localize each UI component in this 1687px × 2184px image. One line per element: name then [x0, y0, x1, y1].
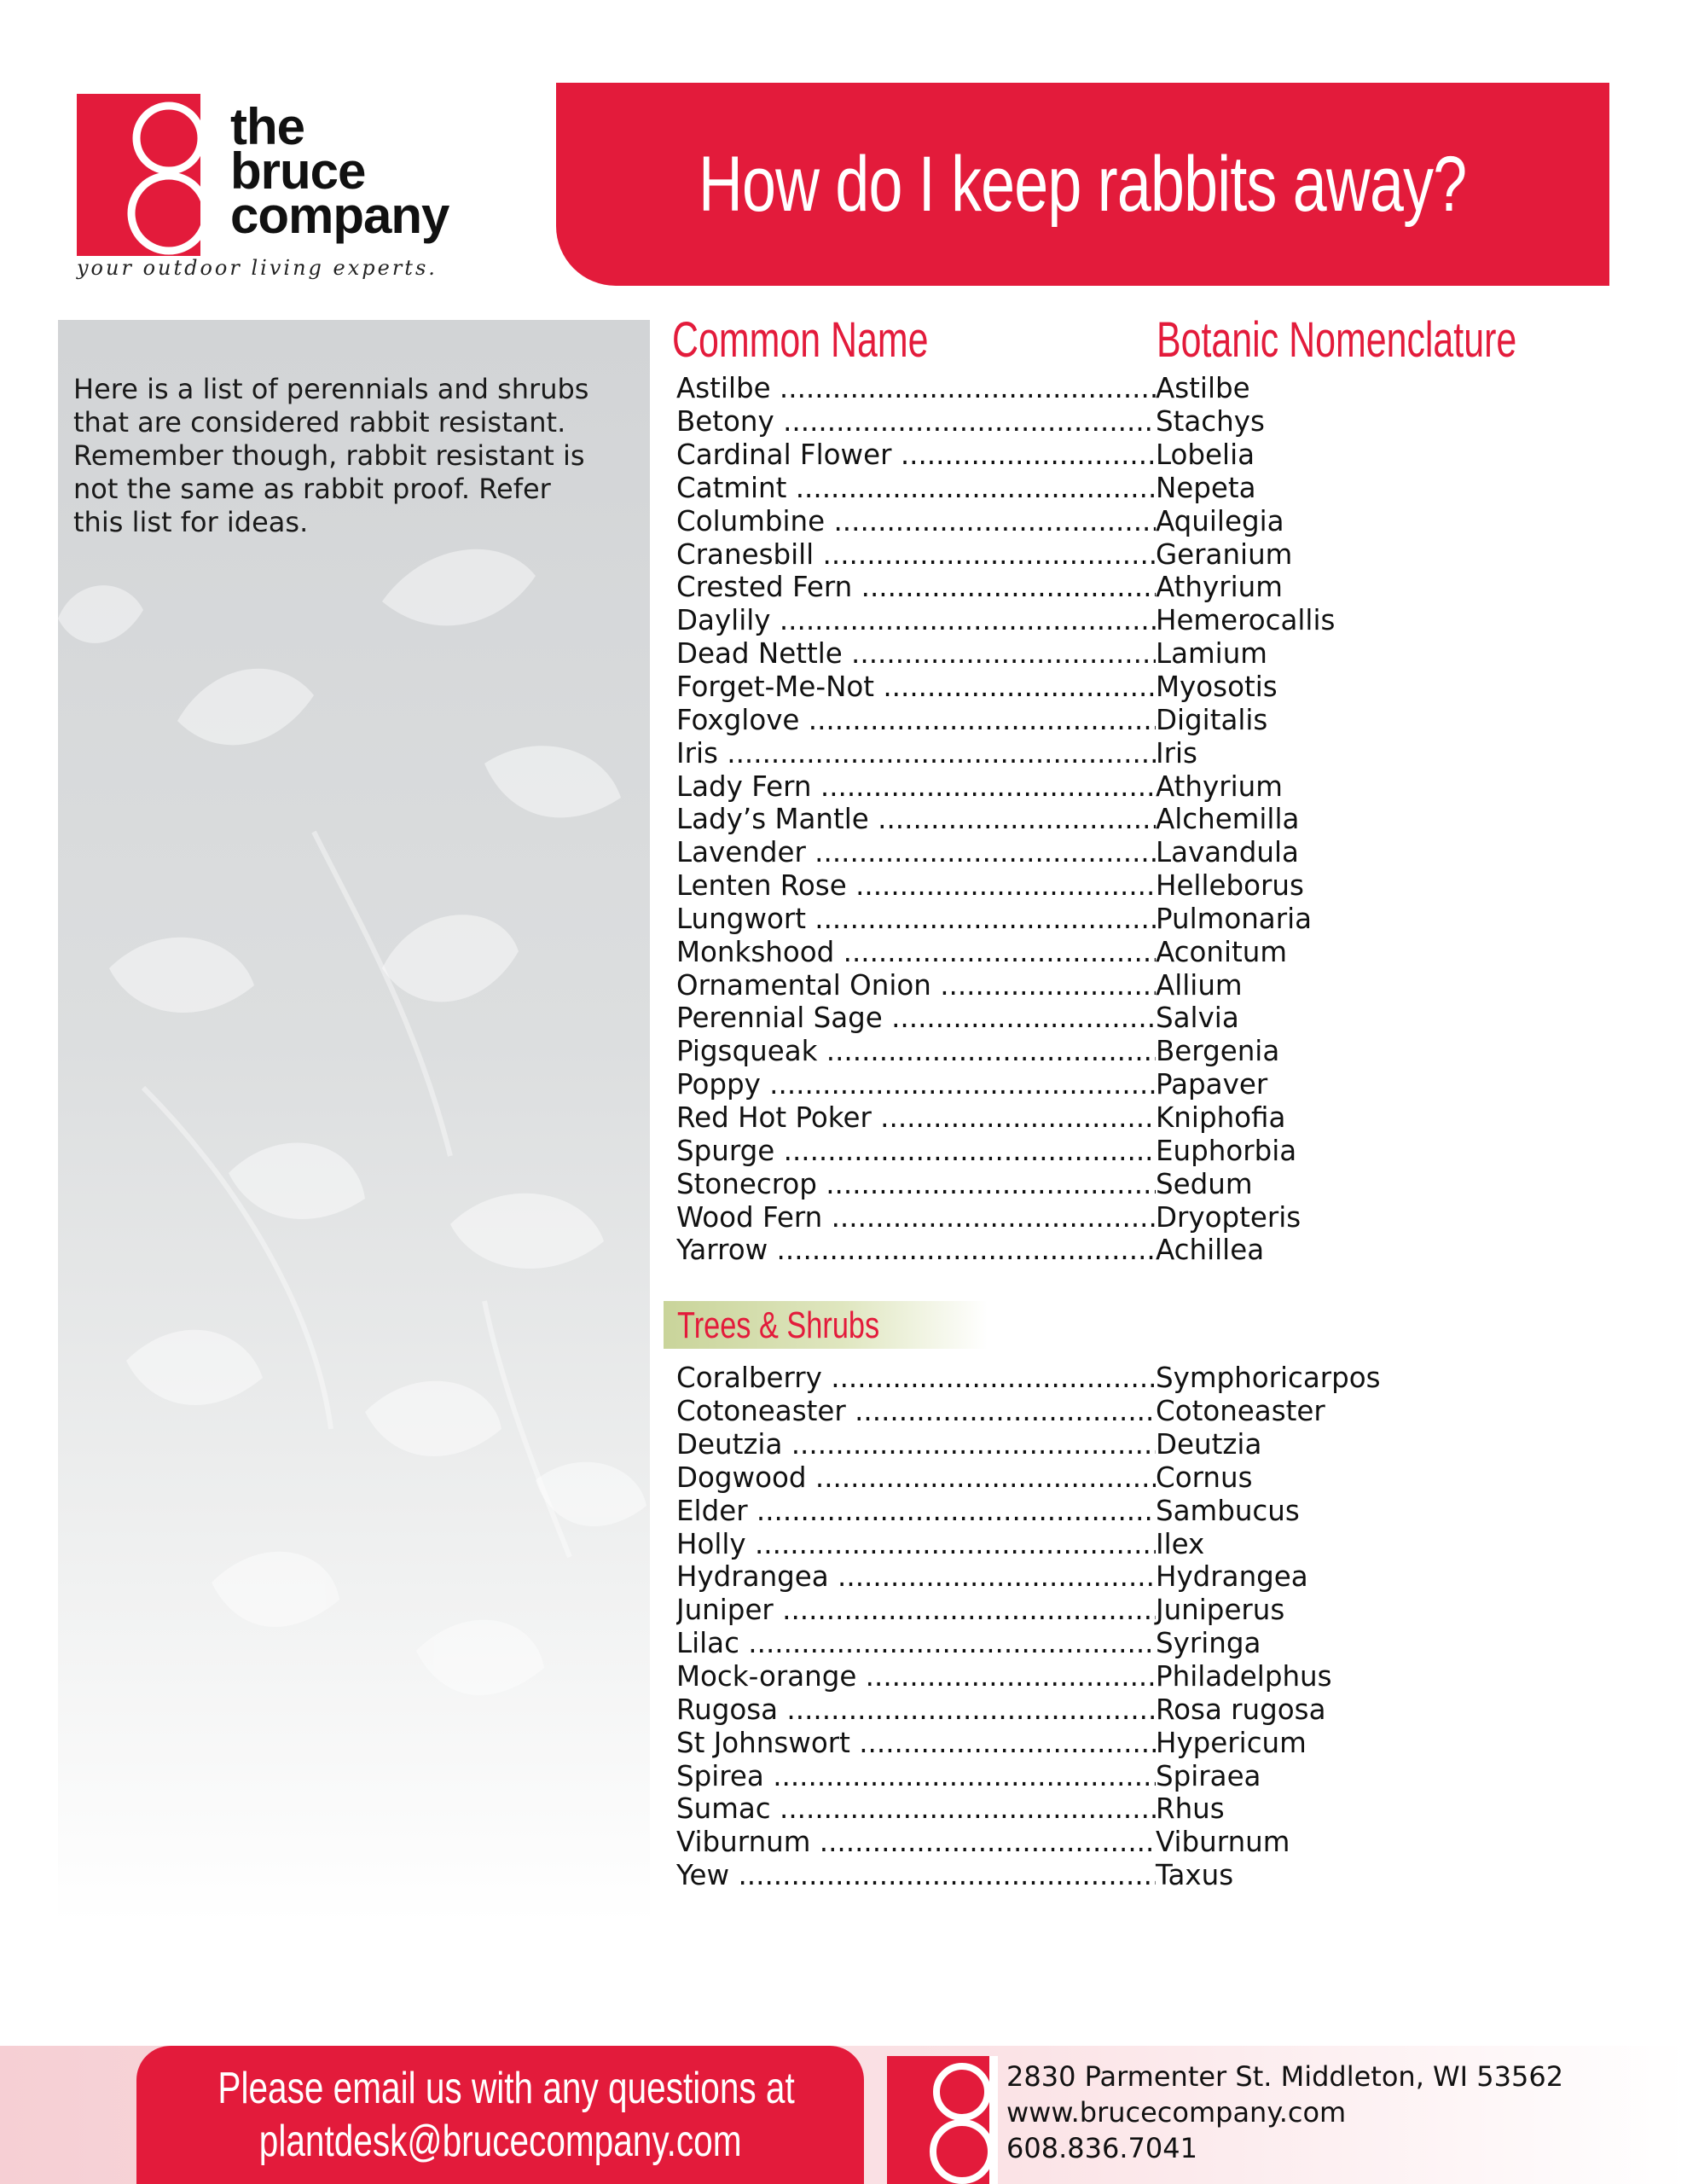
- common-name: Spurge .....: [676, 1135, 1156, 1167]
- plant-row: [676, 1200, 1615, 1234]
- botanic-name: Geranium: [1156, 537, 1293, 571]
- common-name: Foxglove .....: [676, 704, 1156, 736]
- logo-word-company: company: [230, 187, 449, 244]
- logo-wordmark: [230, 98, 449, 244]
- botanic-name: Deutzia: [1156, 1428, 1262, 1461]
- common-name: Lenten Rose .....: [676, 869, 1156, 902]
- common-name: Rugosa .....: [676, 1693, 1156, 1726]
- contact-info: [1006, 2059, 1563, 2166]
- common-name: Dogwood .....: [676, 1461, 1156, 1494]
- address: 2830 Parmenter St. Middleton, WI 53562: [1006, 2060, 1564, 2093]
- trees-shrubs-title: Trees & Shrubs: [677, 1304, 880, 1346]
- plant-row: [676, 1461, 1615, 1495]
- common-name: Dead Nettle .....: [676, 637, 1156, 670]
- plant-row: [676, 1395, 1615, 1428]
- botanic-name: Iris: [1156, 736, 1197, 770]
- botanic-name: Dryopteris: [1156, 1200, 1301, 1234]
- plant-row: [676, 1759, 1615, 1792]
- plant-row: [676, 1068, 1615, 1101]
- plant-row: [676, 1035, 1615, 1068]
- email-address[interactable]: [136, 2116, 864, 2167]
- common-name: Perennial Sage .....: [676, 1002, 1156, 1034]
- plant-row: [676, 1494, 1615, 1527]
- botanic-name: Allium: [1156, 968, 1243, 1002]
- plant-row: [676, 1234, 1615, 1267]
- footer-logo-mark-icon: [887, 2056, 998, 2184]
- common-name: Coralberry .....: [676, 1362, 1156, 1394]
- common-name: Monkshood .....: [676, 936, 1156, 968]
- logo-word-the: the: [230, 98, 304, 155]
- common-name: Yarrow .....: [676, 1234, 1156, 1266]
- logo-word-bruce: bruce: [230, 142, 366, 200]
- botanic-name: Spiraea: [1156, 1759, 1261, 1792]
- bruce-logo-mark-icon: [77, 94, 212, 256]
- botanic-name: Lavandula: [1156, 836, 1299, 869]
- phone-number[interactable]: 608.836.7041: [1006, 2132, 1197, 2164]
- botanic-name: Athyrium: [1156, 571, 1283, 604]
- intro-text: Here is a list of perennials and shrubs that are considered rabbit resistant. Remember though, rabbit resistant is not the same as rabbit proof. Refer this list for ideas.: [73, 373, 589, 538]
- plant-row: [676, 671, 1615, 704]
- plant-row: [676, 1627, 1615, 1660]
- plant-row: [676, 903, 1615, 936]
- botanic-name: Lamium: [1156, 637, 1267, 671]
- common-name: Spirea .....: [676, 1760, 1156, 1792]
- common-name: Viburnum .....: [676, 1826, 1156, 1858]
- botanic-name: Helleborus: [1156, 869, 1304, 903]
- common-name: Deutzia .....: [676, 1428, 1156, 1461]
- tagline: your outdoor living experts.: [77, 256, 438, 280]
- shrubs-list: [676, 1362, 1615, 1892]
- common-name: Holly .....: [676, 1528, 1156, 1560]
- plant-row: [676, 1428, 1615, 1461]
- plant-row: [676, 1362, 1615, 1395]
- botanic-name: Taxus: [1156, 1859, 1234, 1892]
- botanic-name: Symphoricarpos: [1156, 1362, 1381, 1395]
- botanic-name: Rhus: [1156, 1792, 1225, 1826]
- common-name: Pigsqueak .....: [676, 1035, 1156, 1067]
- botanic-name: Aquilegia: [1156, 504, 1284, 537]
- plant-row: [676, 1594, 1615, 1627]
- common-name: Mock-orange .....: [676, 1660, 1156, 1693]
- botanic-name: Euphorbia: [1156, 1134, 1297, 1167]
- common-name: Red Hot Poker .....: [676, 1101, 1156, 1134]
- botanic-name: Bergenia: [1156, 1035, 1280, 1068]
- plant-row: [676, 1167, 1615, 1200]
- botanic-name: Juniperus: [1156, 1594, 1285, 1627]
- botanic-name: Hemerocallis: [1156, 604, 1336, 637]
- common-name-header: Common Name: [672, 312, 929, 368]
- plant-row: [676, 405, 1615, 439]
- common-name: St Johnswort .....: [676, 1727, 1156, 1759]
- botanic-name: Salvia: [1156, 1002, 1239, 1035]
- plant-row: [676, 1101, 1615, 1135]
- common-name: Elder .....: [676, 1495, 1156, 1527]
- common-name: Lilac .....: [676, 1627, 1156, 1659]
- botanic-name: Cotoneaster: [1156, 1395, 1325, 1428]
- botanic-name: Digitalis: [1156, 703, 1268, 736]
- botanic-name: Syringa: [1156, 1627, 1261, 1660]
- botanic-name: Stachys: [1156, 405, 1265, 439]
- common-name: Wood Fern .....: [676, 1201, 1156, 1234]
- plant-row: [676, 1726, 1615, 1759]
- plant-row: [676, 869, 1615, 903]
- plant-row: [676, 836, 1615, 869]
- common-name: Cranesbill .....: [676, 538, 1156, 571]
- plant-row: [676, 1859, 1615, 1892]
- botanic-name: Philadelphus: [1156, 1660, 1332, 1693]
- common-name: Juniper .....: [676, 1594, 1156, 1626]
- plant-row: [676, 1826, 1615, 1859]
- botanic-name: Ilex: [1156, 1527, 1205, 1560]
- common-name: Betony .....: [676, 405, 1156, 438]
- page-title: How do I keep rabbits away?: [699, 140, 1467, 228]
- common-name: Hydrangea .....: [676, 1560, 1156, 1593]
- common-name: Iris .....: [676, 737, 1156, 770]
- common-name: Daylily .....: [676, 604, 1156, 636]
- common-name: Cotoneaster .....: [676, 1395, 1156, 1427]
- trees-shrubs-heading: [664, 1301, 988, 1349]
- common-name: Ornamental Onion .....: [676, 969, 1156, 1002]
- botanic-name: Astilbe: [1156, 372, 1250, 405]
- plant-row: [676, 1792, 1615, 1826]
- common-name: Poppy .....: [676, 1068, 1156, 1101]
- plant-row: [676, 1002, 1615, 1035]
- common-name: Stonecrop .....: [676, 1168, 1156, 1200]
- plant-row: [676, 803, 1615, 836]
- botanic-name: Sambucus: [1156, 1494, 1300, 1527]
- common-name: Lavender .....: [676, 836, 1156, 868]
- botanic-name: Pulmonaria: [1156, 902, 1313, 935]
- botanic-name: Rosa rugosa: [1156, 1693, 1326, 1726]
- plant-row: [676, 968, 1615, 1002]
- botanic-name: Hydrangea: [1156, 1560, 1308, 1594]
- common-name: Cardinal Flower .....: [676, 439, 1156, 471]
- common-name: Astilbe .....: [676, 372, 1156, 404]
- title-banner: [556, 83, 1609, 286]
- botanic-name: Lobelia: [1156, 439, 1255, 472]
- common-name: Crested Fern .....: [676, 571, 1156, 603]
- botanic-name: Myosotis: [1156, 671, 1278, 704]
- botanic-name: Kniphofia: [1156, 1101, 1286, 1134]
- plant-row: [676, 571, 1615, 604]
- plant-row: [676, 1693, 1615, 1726]
- plant-row: [676, 1527, 1615, 1560]
- company-logo: [77, 94, 461, 294]
- plant-row: [676, 1660, 1615, 1693]
- plant-row: [676, 504, 1615, 537]
- botanic-name: Cornus: [1156, 1461, 1253, 1494]
- intro-panel: [58, 320, 650, 1924]
- plant-row: [676, 703, 1615, 736]
- common-name: Columbine .....: [676, 505, 1156, 537]
- plant-row: [676, 770, 1615, 803]
- email-address-text: plantdesk@brucecompany.com: [258, 2117, 742, 2166]
- botanic-name: Alchemilla: [1156, 803, 1300, 836]
- plant-row: [676, 637, 1615, 671]
- botanic-name: Aconitum: [1156, 935, 1288, 968]
- plant-row: [676, 372, 1615, 405]
- common-name: Forget-Me-Not .....: [676, 671, 1156, 703]
- botanic-name: Nepeta: [1156, 471, 1256, 504]
- plant-row: [676, 1560, 1615, 1594]
- common-name: Sumac .....: [676, 1792, 1156, 1825]
- botanic-name: Viburnum: [1156, 1826, 1290, 1859]
- botanic-name: Achillea: [1156, 1234, 1265, 1267]
- plant-row: [676, 604, 1615, 637]
- common-name: Lady Fern .....: [676, 770, 1156, 803]
- botanic-name: Papaver: [1156, 1068, 1268, 1101]
- plant-row: [676, 935, 1615, 968]
- plant-row: [676, 1134, 1615, 1167]
- plant-row: [676, 472, 1615, 505]
- email-callout: [136, 2046, 864, 2184]
- email-prompt-text: Please email us with any questions at: [217, 2064, 795, 2113]
- botanic-name: Sedum: [1156, 1167, 1253, 1200]
- plant-row: [676, 736, 1615, 770]
- leaf-pattern-icon: [58, 320, 650, 1924]
- botanic-name-header: Botanic Nomenclature: [1157, 312, 1517, 368]
- website-link[interactable]: www.brucecompany.com: [1006, 2096, 1347, 2129]
- botanic-name: Hypericum: [1156, 1726, 1307, 1759]
- common-name: Yew .....: [676, 1859, 1156, 1891]
- plant-row: [676, 537, 1615, 571]
- email-prompt: [136, 2063, 864, 2114]
- botanic-name: Athyrium: [1156, 770, 1283, 803]
- plant-row: [676, 439, 1615, 472]
- common-name: Lungwort .....: [676, 903, 1156, 935]
- perennials-list: [676, 372, 1615, 1267]
- common-name: Catmint .....: [676, 472, 1156, 504]
- common-name: Lady’s Mantle .....: [676, 803, 1156, 835]
